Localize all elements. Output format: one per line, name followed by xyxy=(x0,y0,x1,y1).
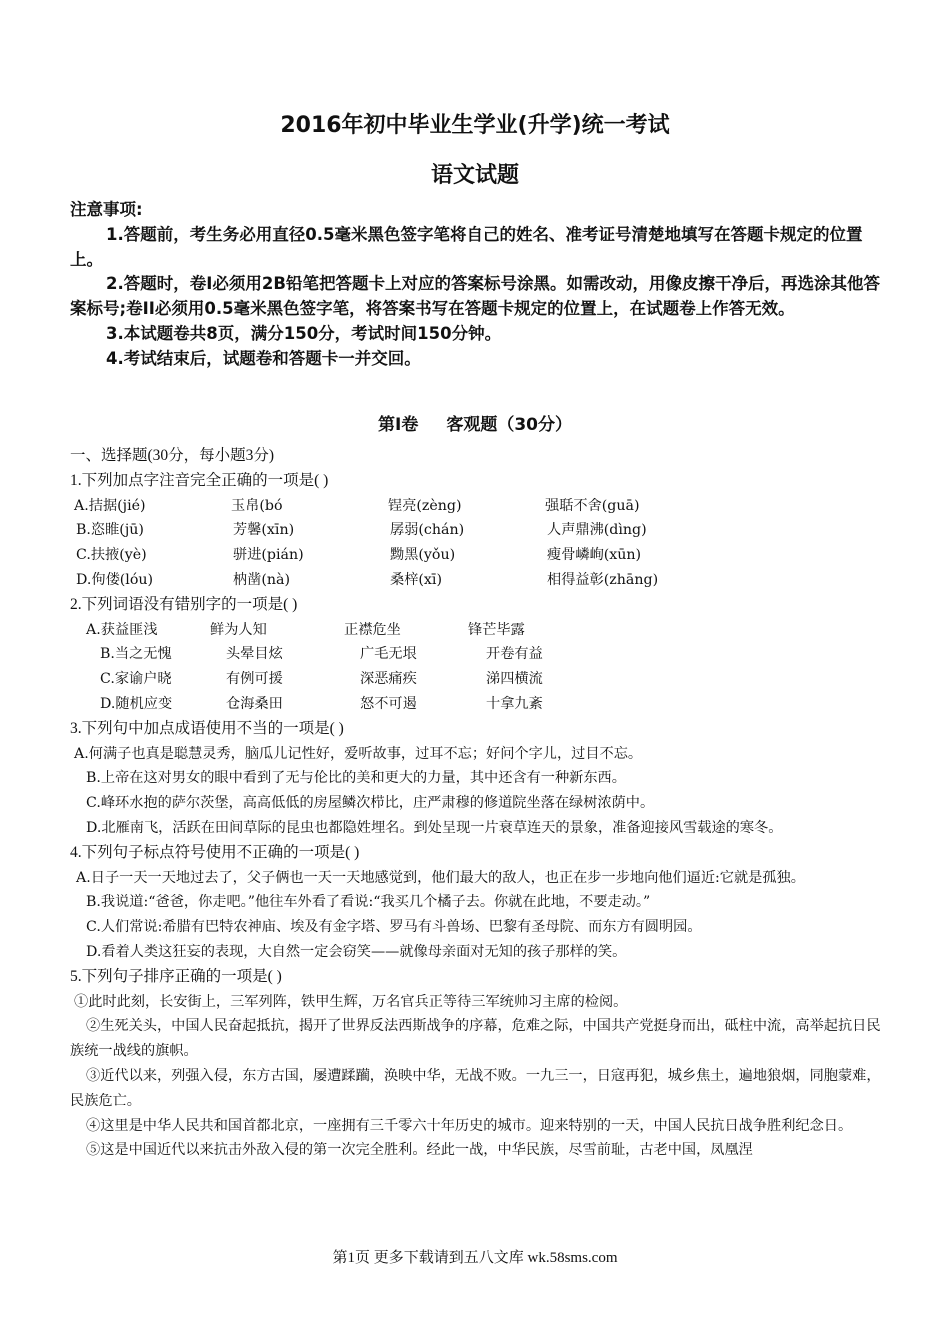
option-row xyxy=(70,618,886,643)
option-row xyxy=(70,518,886,543)
option-line: D.北雁南飞，活跃在田间草际的昆虫也都隐姓埋名。到处呈现一片衰草连天的景象，准备迎接风雪载途的寒冬。 xyxy=(86,819,783,836)
notice-heading: 注意事项: xyxy=(70,200,143,219)
option-cell: 涕四横流 xyxy=(486,671,543,688)
question-stem: 4.下列句子标点符号使用不正确的一项是( ) xyxy=(70,843,360,861)
option-cell: 仓海桑田 xyxy=(226,695,283,712)
option-cell: C.扶掖(yè) xyxy=(76,547,147,564)
volume-name: 客观题（30分） xyxy=(446,415,572,435)
option-cell: A.获益匪浅 xyxy=(86,621,158,638)
option-cell: 锋芒毕露 xyxy=(468,621,525,638)
question-stem: 2.下列词语没有错别字的一项是( ) xyxy=(70,595,298,613)
option-cell: 头晕目炫 xyxy=(226,646,283,663)
sentence-item: ③近代以来，列强入侵，东方古国，屡遭蹂躏，涣映中华，无战不败。一九三一，日寇再犯，城乡焦土，遍地狼烟，同胞蒙难，民族危亡。 xyxy=(70,1067,881,1109)
option-row xyxy=(70,543,886,568)
option-line: A.何满子也真是聪慧灵秀，脑瓜儿记性好，爱听故事，过耳不忘；好问个字儿，过目不忘。 xyxy=(74,745,643,762)
option-cell: 相得益彰(zhāng) xyxy=(547,571,659,588)
exam-subtitle: 语文试题 xyxy=(430,163,519,188)
option-cell: B.恣睢(jū) xyxy=(76,522,144,539)
sentence-item: ⑤这是中国近代以来抗击外敌入侵的第一次完全胜利。经此一战，中华民族，尽雪前耻，古老中国，凤凰涅 xyxy=(86,1142,753,1159)
question-stem: 3.下列句中加点成语使用不当的一项是( ) xyxy=(70,719,344,737)
option-cell: A.拮据(jié) xyxy=(74,497,146,514)
notice-item: 2.答题时，卷Ⅰ必须用2B铅笔把答题卡上对应的答案标号涂黑。如需改动，用像皮擦干净后，再选涂其他答案标号;卷II必须用0.5毫米黑色签字笔，将答案书写在答题卡规定的位置上，在试题卷上作答无效。 xyxy=(70,274,880,319)
option-cell: 玉帛(bó xyxy=(231,497,283,514)
option-cell: 有例可援 xyxy=(226,671,283,688)
option-cell: 十拿九紊 xyxy=(486,695,543,712)
sentence-item: ④这里是中华人民共和国首都北京，一座拥有三千零六十年历史的城市。迎来特别的一天，中国人民抗日战争胜利纪念日。 xyxy=(86,1117,853,1134)
option-cell: 瘦骨嶙峋(xūn) xyxy=(547,547,642,564)
option-cell: C.家谕户晓 xyxy=(100,671,172,688)
option-cell: D.佝偻(lóu) xyxy=(76,571,154,588)
volume-label: 第Ⅰ卷 xyxy=(378,415,419,435)
option-cell: 强聒不舍(guā) xyxy=(545,497,640,514)
option-cell: B.当之无愧 xyxy=(100,646,172,663)
option-cell: 骈进(pián) xyxy=(233,547,304,564)
sentence-item: ②生死关头，中国人民奋起抵抗，揭开了世界反法西斯战争的序幕，危难之际，中国共产党挺身而出，砥柱中流，高举起抗日民族统一战线的旗帜。 xyxy=(70,1018,881,1060)
option-cell: 人声鼎沸(dìng) xyxy=(547,522,647,539)
option-cell: 怒不可遏 xyxy=(360,695,417,712)
option-line: B.我说道:“爸爸，你走吧。”他往车外看了看说:“我买几个橘子去。你就在此地，不要走动。” xyxy=(86,894,651,911)
option-row xyxy=(70,568,886,593)
option-cell: 芳馨(xīn) xyxy=(233,522,295,539)
option-cell: 开卷有益 xyxy=(486,646,543,663)
option-cell: 鲜为人知 xyxy=(210,621,267,638)
option-cell: D.随机应变 xyxy=(100,695,173,712)
option-cell: 广毛无垠 xyxy=(360,646,417,663)
option-row xyxy=(70,494,886,519)
option-row xyxy=(70,667,886,692)
option-line: B.上帝在这对男女的眼中看到了无与伦比的美和更大的力量，其中还含有一种新东西。 xyxy=(86,770,626,787)
option-cell: 孱弱(chán) xyxy=(390,522,465,539)
volume-heading xyxy=(0,410,950,435)
option-row xyxy=(70,642,886,667)
notice-item: 3.本试题卷共8页，满分150分，考试时间150分钟。 xyxy=(106,323,502,343)
option-line: C.人们常说:希腊有巴特农神庙、埃及有金字塔、罗马有斗兽场、巴黎有圣母院、而东方有圆明园。 xyxy=(86,919,702,936)
option-cell: 黝黑(yǒu) xyxy=(390,547,456,564)
section-heading: 一、选择题(30分，每小题3分) xyxy=(70,447,275,464)
option-cell: 锃亮(zèng) xyxy=(388,497,462,514)
option-cell: 枘凿(nà) xyxy=(233,571,291,588)
option-line: A.日子一天一天地过去了，父子俩也一天一天地感觉到，他们最大的敌人，也正在步一步地向他们逼近:它就是孤独。 xyxy=(76,869,805,886)
option-line: D.看着人类这狂妄的表现，大自然一定会窃笑——就像母亲面对无知的孩子那样的笑。 xyxy=(86,943,627,960)
option-line: C.峰环水抱的萨尔茨堡，高高低低的房屋鳞次栉比，庄严肃穆的修道院坐落在绿树浓荫中。 xyxy=(86,795,655,812)
notice-item: 1.答题前，考生务必用直径0.5毫米黑色签字笔将自己的姓名、准考证号清楚地填写在答题卡规定的位置上。 xyxy=(70,224,863,269)
question-stem: 1.下列加点字注音完全正确的一项是( ) xyxy=(70,471,329,489)
notice-item: 4.考试结束后，试题卷和答题卡一并交回。 xyxy=(106,348,421,368)
exam-title: 2016年初中毕业生学业(升学)统一考试 xyxy=(280,113,670,138)
question-body xyxy=(70,444,886,1163)
sentence-item: ①此时此刻，长安街上，三军列阵，铁甲生辉，万名官兵正等待三军统帅习主席的检阅。 xyxy=(74,993,628,1010)
option-cell: 正襟危坐 xyxy=(344,621,401,638)
notice-section xyxy=(70,198,890,372)
option-cell: 桑梓(xī) xyxy=(390,571,442,588)
option-cell: 深恶痛疾 xyxy=(360,671,417,688)
page-footer: 第1页 更多下载请到五八文库 wk.58sms.com xyxy=(332,1250,618,1266)
question-stem: 5.下列句子排序正确的一项是( ) xyxy=(70,967,282,985)
option-row xyxy=(70,692,886,717)
